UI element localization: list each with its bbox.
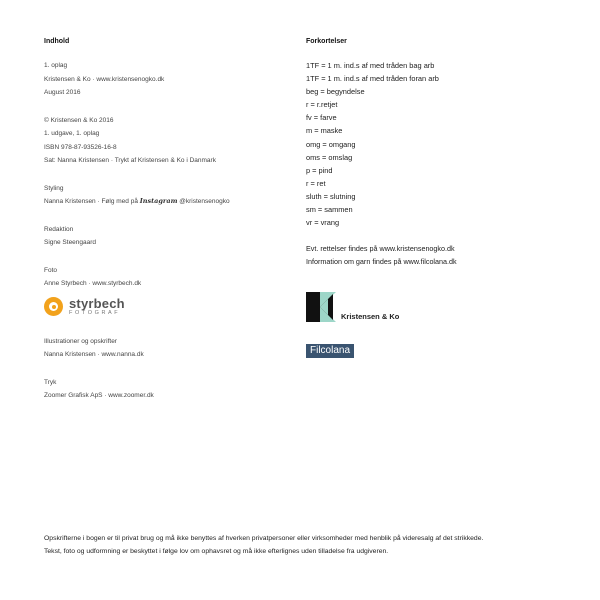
- yarn-info-note: Information om garn findes på www.filcolana.dk: [306, 256, 457, 266]
- copyright-section: [44, 114, 294, 168]
- edition-section: [44, 59, 294, 100]
- text-line: Nanna Kristensen · www.nanna.dk: [44, 351, 144, 358]
- styrbech-logo: [44, 297, 294, 317]
- abbreviation-item: p = pind: [306, 165, 333, 175]
- text-line: August 2016: [44, 89, 81, 96]
- text-line: 1. udgave, 1. oplag: [44, 130, 100, 137]
- section-title: Styling: [44, 184, 64, 192]
- styling-line: [44, 195, 294, 209]
- right-column: [306, 38, 576, 358]
- text-line: 1. oplag: [44, 62, 68, 69]
- text-line: ISBN 978-87-93526-16-8: [44, 143, 117, 151]
- instagram-handle: @kristensenogko: [179, 198, 230, 205]
- text-line: Sat: Nanna Kristensen · Trykt af Kristensen & Ko i Danmark: [44, 157, 216, 164]
- section-title: Tryk: [44, 378, 57, 386]
- abbreviation-item: omg = omgang: [306, 139, 356, 149]
- abbreviation-list: [306, 59, 576, 229]
- kk-name: Kristensen & Ko: [341, 312, 400, 322]
- section-title: Foto: [44, 266, 58, 274]
- footer-disclaimer: [44, 533, 574, 558]
- abbreviation-item: r = ret: [306, 178, 326, 188]
- photo-section: [44, 264, 294, 291]
- abbreviations-heading: Forkortelser: [306, 38, 347, 45]
- abbreviation-item: vr = vrang: [306, 218, 340, 228]
- abbreviation-item: sluth = slutning: [306, 191, 356, 201]
- info-notes: [306, 243, 576, 268]
- text-line: Signe Steengaard: [44, 239, 97, 246]
- styling-section: [44, 182, 294, 209]
- abbreviation-item: m = maske: [306, 126, 343, 136]
- abbreviation-item: 1TF = 1 m. ind.s af med tråden bag arb: [306, 61, 435, 70]
- camera-lens-icon: [44, 297, 63, 316]
- left-column: [44, 38, 294, 417]
- styrbech-brand: styrbech: [69, 295, 125, 311]
- print-section: [44, 376, 294, 403]
- contents-heading: Indhold: [44, 38, 70, 45]
- abbreviation-item: fv = farve: [306, 113, 337, 123]
- footer-line: Tekst, foto og udformning er beskyttet i følge lov om ophavsret og må ikke efterlignes uden tilladelse fra udgiveren.: [44, 547, 389, 555]
- text-line: Anne Styrbech · www.styrbech.dk: [44, 280, 142, 287]
- abbreviation-item: 1TF = 1 m. ind.s af med tråden foran arb: [306, 74, 439, 84]
- kristensen-ko-logo: [306, 292, 576, 322]
- abbreviation-item: beg = begyndelse: [306, 87, 365, 97]
- instagram-wordmark: Instagram: [139, 197, 178, 205]
- abbreviation-item: sm = sammen: [306, 205, 353, 215]
- styling-text: Nanna Kristensen · Følg med på: [44, 198, 138, 205]
- section-title: Redaktion: [44, 225, 74, 233]
- editor-section: [44, 223, 294, 250]
- abbreviation-item: oms = omslag: [306, 152, 353, 162]
- text-line: Zoomer Grafisk ApS · www.zoomer.dk: [44, 392, 154, 399]
- corrections-note: Evt. rettelser findes på www.kristensenogko.dk: [306, 244, 455, 254]
- text-line: Kristensen & Ko · www.kristensenogko.dk: [44, 75, 165, 83]
- section-title: Illustrationer og opskrifter: [44, 337, 117, 345]
- illustration-section: [44, 335, 294, 362]
- text-line: © Kristensen & Ko 2016: [44, 116, 114, 124]
- styrbech-sub: FOTOGRAF: [69, 309, 121, 316]
- filcolana-logo: Filcolana: [306, 344, 354, 358]
- footer-line: Opskrifterne i bogen er til privat brug og må ikke benyttes af hverken privatpersoner eller virksomheder med henblik på videresalg af det strikkede.: [44, 535, 484, 542]
- abbreviation-item: r = r.retjet: [306, 100, 338, 110]
- kk-mark-icon: [306, 292, 336, 322]
